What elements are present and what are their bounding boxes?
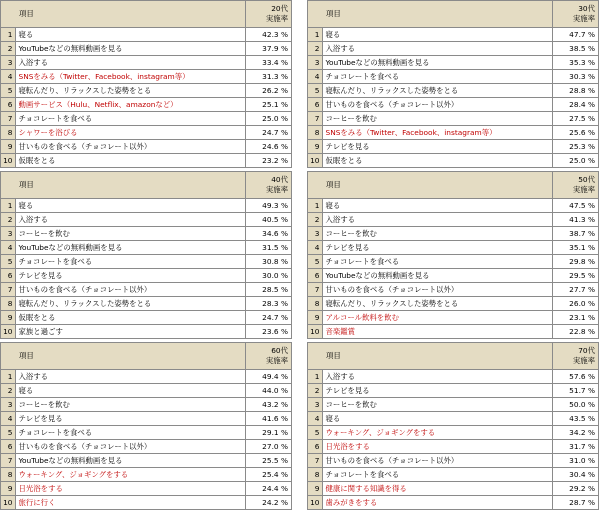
item-cell: 家族と過ごす: [15, 325, 246, 339]
rank-cell: 2: [308, 42, 323, 56]
item-header: 項目: [322, 172, 553, 199]
table-row: [308, 112, 599, 126]
item-cell: SNSをみる（Twitter、Facebook、instagram等）: [322, 126, 553, 140]
item-cell: YouTubeなどの無料動画を見る: [15, 241, 246, 255]
rank-cell: 6: [1, 269, 16, 283]
item-cell: 動画サービス（Hulu、Netflix、amazonなど）: [15, 98, 246, 112]
rank-cell: 4: [1, 70, 16, 84]
rate-cell: 35.1 %: [553, 241, 599, 255]
table-header: [308, 172, 599, 199]
item-cell: テレビを見る: [15, 412, 246, 426]
rank-cell: 6: [1, 440, 16, 454]
rank-header: [1, 1, 16, 28]
rate-cell: 27.0 %: [246, 440, 292, 454]
rank-cell: 4: [308, 241, 323, 255]
age-group-label: 30代: [578, 4, 595, 13]
item-cell: 甘いものを食べる（チョコレート以外）: [15, 140, 246, 154]
rate-cell: 28.5 %: [246, 283, 292, 297]
rate-cell: 22.8 %: [553, 325, 599, 339]
table-row: [1, 269, 292, 283]
table-row: [308, 126, 599, 140]
rate-cell: 25.3 %: [553, 140, 599, 154]
table-row: [308, 297, 599, 311]
rank-cell: 8: [308, 126, 323, 140]
item-cell: コーヒーを飲む: [15, 227, 246, 241]
rate-cell: 41.6 %: [246, 412, 292, 426]
rank-cell: 4: [1, 412, 16, 426]
age-group-label: 60代: [271, 346, 288, 355]
ranking-table: [307, 0, 599, 168]
rank-cell: 10: [308, 154, 323, 168]
item-cell: SNSをみる（Twitter、Facebook、instagram等）: [15, 70, 246, 84]
age-group-label: 20代: [271, 4, 288, 13]
item-cell: コーヒーを飲む: [322, 398, 553, 412]
table-row: [1, 426, 292, 440]
rate-header: [246, 172, 292, 199]
table-row: [308, 269, 599, 283]
item-cell: コーヒーを飲む: [15, 398, 246, 412]
table-row: [308, 154, 599, 168]
table-row: [308, 440, 599, 454]
rank-cell: 1: [308, 28, 323, 42]
item-cell: ウォーキング、ジョギングをする: [322, 426, 553, 440]
rank-cell: 10: [1, 496, 16, 510]
item-cell: 入浴する: [322, 213, 553, 227]
rank-cell: 1: [308, 199, 323, 213]
ranking-table: [0, 342, 292, 510]
item-cell: テレビを見る: [322, 241, 553, 255]
rate-cell: 24.7 %: [246, 311, 292, 325]
rank-cell: 9: [1, 482, 16, 496]
item-cell: 甘いものを食べる（チョコレート以外）: [15, 440, 246, 454]
item-cell: 寝る: [15, 384, 246, 398]
table-row: [308, 199, 599, 213]
item-cell: YouTubeなどの無料動画を見る: [15, 454, 246, 468]
table-row: [308, 70, 599, 84]
rate-cell: 40.5 %: [246, 213, 292, 227]
rank-cell: 9: [308, 140, 323, 154]
table-row: [1, 412, 292, 426]
rank-cell: 4: [308, 412, 323, 426]
age-group-label: 40代: [271, 175, 288, 184]
item-cell: 寝転んだり、リラックスした姿勢をとる: [15, 297, 246, 311]
item-cell: 入浴する: [15, 56, 246, 70]
rank-cell: 9: [308, 311, 323, 325]
ranking-table: [0, 0, 292, 168]
rank-cell: 1: [308, 370, 323, 384]
table-row: [308, 398, 599, 412]
item-cell: 寝転んだり、リラックスした姿勢をとる: [322, 297, 553, 311]
rank-header: [308, 172, 323, 199]
rate-cell: 28.8 %: [553, 84, 599, 98]
item-header: 項目: [15, 343, 246, 370]
rank-cell: 2: [1, 384, 16, 398]
item-cell: 仮眠をとる: [15, 311, 246, 325]
ranking-table: [307, 171, 599, 339]
table-header: [1, 172, 292, 199]
rank-cell: 9: [1, 140, 16, 154]
rank-cell: 7: [308, 112, 323, 126]
rate-cell: 31.0 %: [553, 454, 599, 468]
item-cell: テレビを見る: [322, 384, 553, 398]
item-header: 項目: [322, 1, 553, 28]
item-cell: 音楽鑑賞: [322, 325, 553, 339]
rank-cell: 3: [1, 227, 16, 241]
item-cell: 健康に関する知識を得る: [322, 482, 553, 496]
rank-cell: 4: [308, 70, 323, 84]
rank-cell: 1: [1, 370, 16, 384]
table-row: [308, 482, 599, 496]
item-cell: 甘いものを食べる（チョコレート以外）: [322, 454, 553, 468]
rank-header: [308, 343, 323, 370]
rank-cell: 8: [1, 297, 16, 311]
rate-cell: 25.6 %: [553, 126, 599, 140]
item-cell: テレビを見る: [322, 140, 553, 154]
rate-cell: 35.3 %: [553, 56, 599, 70]
rate-cell: 51.7 %: [553, 384, 599, 398]
table-row: [308, 283, 599, 297]
rate-cell: 23.6 %: [246, 325, 292, 339]
rate-cell: 47.7 %: [553, 28, 599, 42]
rank-cell: 3: [308, 227, 323, 241]
rank-cell: 5: [1, 84, 16, 98]
rank-cell: 1: [1, 28, 16, 42]
rate-cell: 24.4 %: [246, 482, 292, 496]
item-cell: 寝る: [322, 412, 553, 426]
ranking-table: [307, 342, 599, 510]
rate-cell: 29.5 %: [553, 269, 599, 283]
rank-cell: 2: [308, 384, 323, 398]
table-header: [308, 343, 599, 370]
rate-cell: 38.5 %: [553, 42, 599, 56]
rank-cell: 7: [308, 283, 323, 297]
rate-cell: 26.2 %: [246, 84, 292, 98]
rank-cell: 7: [1, 454, 16, 468]
table-row: [1, 28, 292, 42]
table-row: [308, 213, 599, 227]
rank-cell: 6: [308, 440, 323, 454]
age-group-label: 50代: [578, 175, 595, 184]
rate-cell: 23.1 %: [553, 311, 599, 325]
rate-cell: 25.4 %: [246, 468, 292, 482]
item-cell: 入浴する: [322, 42, 553, 56]
item-header: 項目: [15, 172, 246, 199]
table-row: [1, 482, 292, 496]
rate-cell: 43.5 %: [553, 412, 599, 426]
rank-cell: 6: [308, 269, 323, 283]
table-header: [308, 1, 599, 28]
rank-cell: 2: [1, 213, 16, 227]
table-row: [1, 297, 292, 311]
table-row: [1, 384, 292, 398]
rate-cell: 31.5 %: [246, 241, 292, 255]
rate-cell: 29.2 %: [553, 482, 599, 496]
rate-cell: 57.6 %: [553, 370, 599, 384]
rank-cell: 2: [308, 213, 323, 227]
rate-cell: 49.4 %: [246, 370, 292, 384]
item-cell: 甘いものを食べる（チョコレート以外）: [322, 98, 553, 112]
rank-cell: 3: [308, 56, 323, 70]
table-header: [1, 1, 292, 28]
item-cell: 寝転んだり、リラックスした姿勢をとる: [15, 84, 246, 98]
rate-cell: 38.7 %: [553, 227, 599, 241]
rate-header: [553, 343, 599, 370]
table-row: [1, 454, 292, 468]
table-row: [1, 398, 292, 412]
item-cell: 入浴する: [15, 370, 246, 384]
item-cell: チョコレートを食べる: [15, 426, 246, 440]
rate-cell: 30.8 %: [246, 255, 292, 269]
item-cell: チョコレートを食べる: [322, 255, 553, 269]
rate-cell: 47.5 %: [553, 199, 599, 213]
table-row: [308, 311, 599, 325]
rate-cell: 25.0 %: [246, 112, 292, 126]
table-row: [1, 370, 292, 384]
rate-cell: 42.3 %: [246, 28, 292, 42]
item-cell: 寝る: [322, 199, 553, 213]
rate-cell: 44.0 %: [246, 384, 292, 398]
table-row: [1, 126, 292, 140]
rank-cell: 5: [308, 255, 323, 269]
table-row: [308, 454, 599, 468]
rate-cell: 28.7 %: [553, 496, 599, 510]
rate-cell: 24.2 %: [246, 496, 292, 510]
table-row: [1, 213, 292, 227]
table-row: [1, 468, 292, 482]
item-cell: コーヒーを飲む: [322, 112, 553, 126]
table-row: [308, 98, 599, 112]
table-row: [1, 227, 292, 241]
item-cell: 旅行に行く: [15, 496, 246, 510]
rank-cell: 1: [1, 199, 16, 213]
table-header: [1, 343, 292, 370]
item-cell: 寝る: [15, 199, 246, 213]
rank-cell: 7: [1, 283, 16, 297]
rank-cell: 6: [1, 98, 16, 112]
table-row: [308, 496, 599, 510]
table-row: [1, 440, 292, 454]
rate-header: [246, 1, 292, 28]
rank-cell: 9: [308, 482, 323, 496]
rate-header: [553, 172, 599, 199]
table-row: [1, 56, 292, 70]
table-row: [1, 325, 292, 339]
rate-cell: 33.4 %: [246, 56, 292, 70]
rate-cell: 28.4 %: [553, 98, 599, 112]
rank-cell: 3: [1, 56, 16, 70]
item-cell: コーヒーを飲む: [322, 227, 553, 241]
item-cell: 甘いものを食べる（チョコレート以外）: [322, 283, 553, 297]
rate-cell: 34.2 %: [553, 426, 599, 440]
table-row: [308, 370, 599, 384]
rank-cell: 8: [1, 468, 16, 482]
rate-label: 実施率: [265, 356, 288, 365]
table-row: [308, 412, 599, 426]
rate-cell: 31.3 %: [246, 70, 292, 84]
rank-cell: 6: [308, 98, 323, 112]
rate-cell: 50.0 %: [553, 398, 599, 412]
rate-label: 実施率: [572, 14, 595, 23]
rate-cell: 49.3 %: [246, 199, 292, 213]
item-cell: 寝る: [15, 28, 246, 42]
table-row: [1, 140, 292, 154]
table-row: [1, 311, 292, 325]
rank-cell: 10: [308, 325, 323, 339]
rank-cell: 5: [1, 426, 16, 440]
table-row: [1, 154, 292, 168]
table-row: [308, 42, 599, 56]
rank-cell: 5: [1, 255, 16, 269]
item-cell: 仮眠をとる: [15, 154, 246, 168]
item-cell: チョコレートを食べる: [322, 468, 553, 482]
table-row: [1, 42, 292, 56]
rate-cell: 30.0 %: [246, 269, 292, 283]
item-cell: アルコール飲料を飲む: [322, 311, 553, 325]
rate-label: 実施率: [265, 185, 288, 194]
rank-cell: 9: [1, 311, 16, 325]
table-row: [308, 56, 599, 70]
table-row: [1, 283, 292, 297]
rank-cell: 7: [308, 454, 323, 468]
table-row: [1, 98, 292, 112]
item-cell: 甘いものを食べる（チョコレート以外）: [15, 283, 246, 297]
rank-cell: 7: [1, 112, 16, 126]
item-header: 項目: [322, 343, 553, 370]
age-group-label: 70代: [578, 346, 595, 355]
table-row: [308, 426, 599, 440]
rate-cell: 34.6 %: [246, 227, 292, 241]
rate-label: 実施率: [572, 185, 595, 194]
item-cell: テレビを見る: [15, 269, 246, 283]
rate-cell: 28.3 %: [246, 297, 292, 311]
item-cell: YouTubeなどの無料動画を見る: [322, 56, 553, 70]
rate-cell: 24.6 %: [246, 140, 292, 154]
rank-cell: 5: [308, 426, 323, 440]
rate-label: 実施率: [572, 356, 595, 365]
table-row: [1, 255, 292, 269]
rank-cell: 8: [1, 126, 16, 140]
item-cell: ウォーキング、ジョギングをする: [15, 468, 246, 482]
rate-label: 実施率: [265, 14, 288, 23]
table-row: [1, 84, 292, 98]
rate-cell: 23.2 %: [246, 154, 292, 168]
item-cell: チョコレートを食べる: [322, 70, 553, 84]
item-cell: 寝転んだり、リラックスした姿勢をとる: [322, 84, 553, 98]
table-row: [1, 496, 292, 510]
table-row: [1, 241, 292, 255]
rank-cell: 4: [1, 241, 16, 255]
rate-header: [553, 1, 599, 28]
table-row: [308, 325, 599, 339]
rate-cell: 37.9 %: [246, 42, 292, 56]
rank-header: [1, 343, 16, 370]
item-cell: YouTubeなどの無料動画を見る: [15, 42, 246, 56]
item-cell: シャワーを浴びる: [15, 126, 246, 140]
item-cell: チョコレートを食べる: [15, 255, 246, 269]
rate-cell: 43.2 %: [246, 398, 292, 412]
rank-cell: 2: [1, 42, 16, 56]
rank-cell: 5: [308, 84, 323, 98]
item-cell: 日光浴をする: [322, 440, 553, 454]
rank-header: [1, 172, 16, 199]
rate-cell: 30.4 %: [553, 468, 599, 482]
item-cell: 歯みがきをする: [322, 496, 553, 510]
item-header: 項目: [15, 1, 246, 28]
item-cell: YouTubeなどの無料動画を見る: [322, 269, 553, 283]
rate-cell: 25.5 %: [246, 454, 292, 468]
table-row: [308, 241, 599, 255]
rank-cell: 10: [1, 154, 16, 168]
rate-cell: 29.1 %: [246, 426, 292, 440]
rank-cell: 10: [308, 496, 323, 510]
rate-cell: 41.3 %: [553, 213, 599, 227]
rate-cell: 27.7 %: [553, 283, 599, 297]
table-row: [308, 255, 599, 269]
rate-cell: 24.7 %: [246, 126, 292, 140]
rate-cell: 30.3 %: [553, 70, 599, 84]
rate-cell: 31.7 %: [553, 440, 599, 454]
rate-cell: 25.0 %: [553, 154, 599, 168]
rate-header: [246, 343, 292, 370]
table-row: [1, 199, 292, 213]
table-row: [308, 468, 599, 482]
rank-cell: 10: [1, 325, 16, 339]
table-row: [308, 28, 599, 42]
rank-cell: 8: [308, 468, 323, 482]
item-cell: チョコレートを食べる: [15, 112, 246, 126]
table-row: [1, 112, 292, 126]
table-row: [1, 70, 292, 84]
rate-cell: 29.8 %: [553, 255, 599, 269]
rank-cell: 3: [308, 398, 323, 412]
rate-cell: 26.0 %: [553, 297, 599, 311]
item-cell: 寝る: [322, 28, 553, 42]
rank-cell: 8: [308, 297, 323, 311]
rate-cell: 25.1 %: [246, 98, 292, 112]
table-row: [308, 84, 599, 98]
rank-header: [308, 1, 323, 28]
rate-cell: 27.5 %: [553, 112, 599, 126]
item-cell: 仮眠をとる: [322, 154, 553, 168]
ranking-table: [0, 171, 292, 339]
table-row: [308, 384, 599, 398]
rank-cell: 3: [1, 398, 16, 412]
table-row: [308, 140, 599, 154]
table-row: [308, 227, 599, 241]
item-cell: 入浴する: [322, 370, 553, 384]
item-cell: 入浴する: [15, 213, 246, 227]
item-cell: 日光浴をする: [15, 482, 246, 496]
